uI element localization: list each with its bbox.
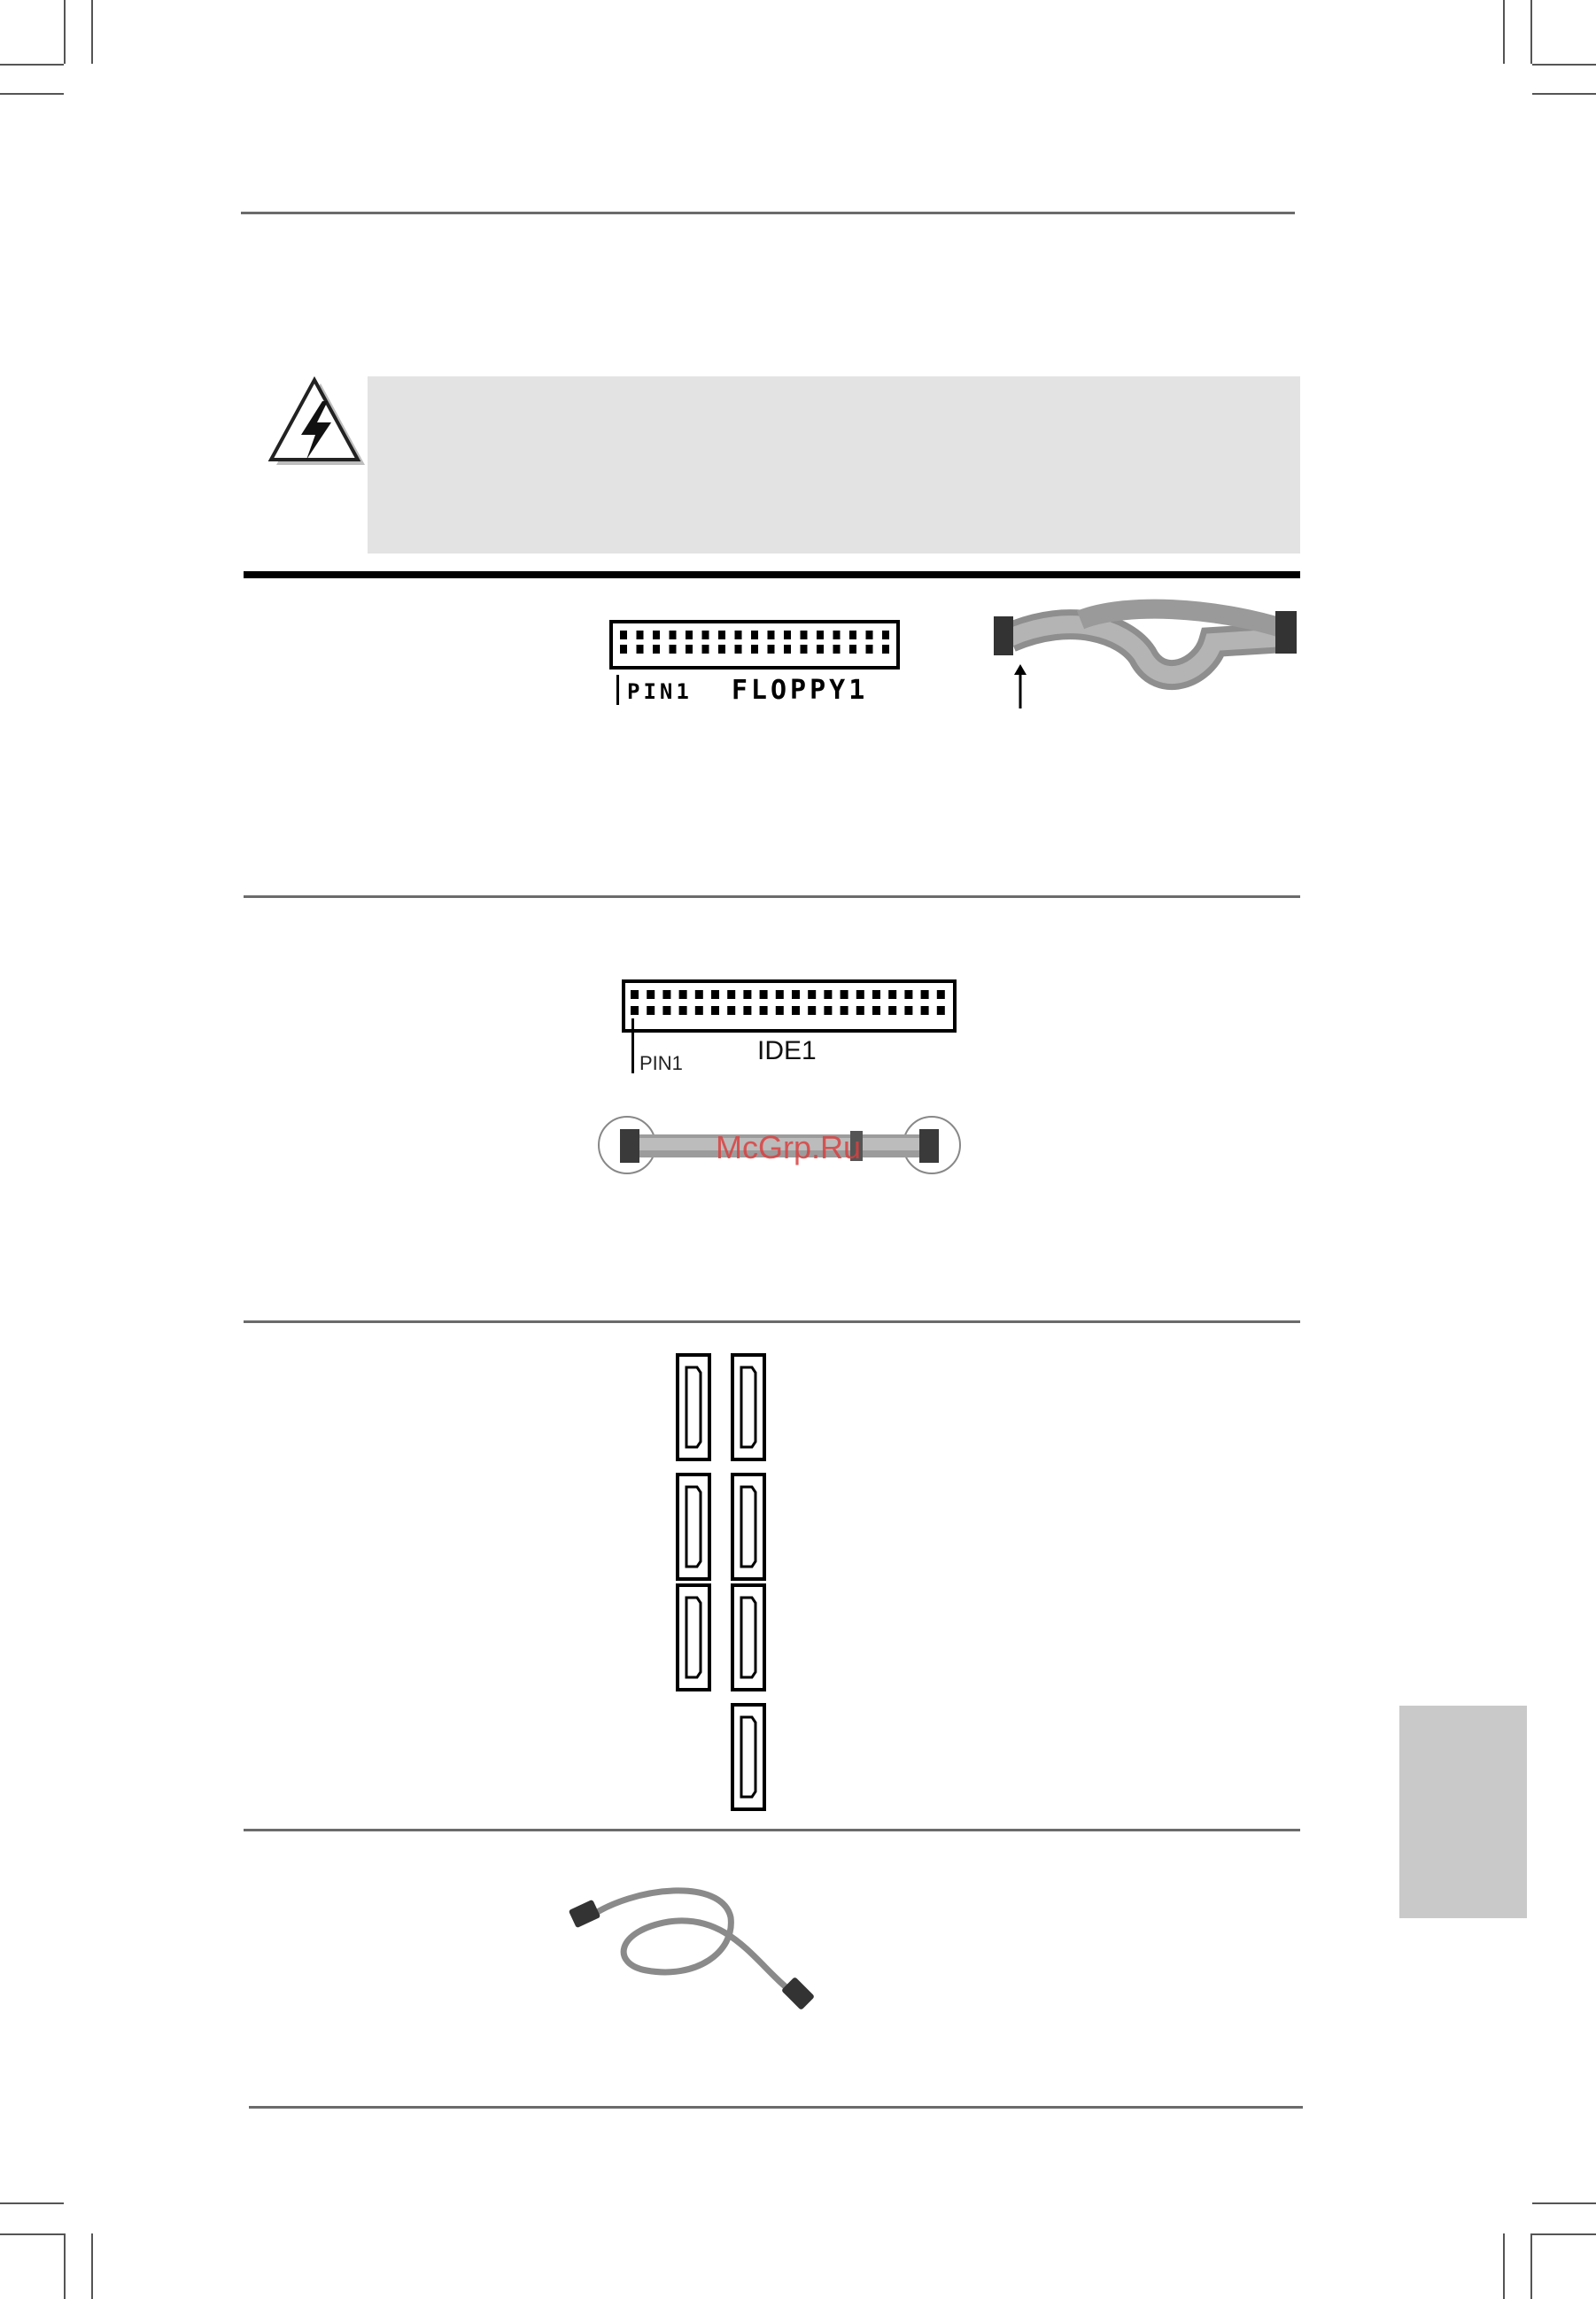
- header-pin: [872, 990, 880, 999]
- header-rule: [241, 212, 1295, 214]
- crop-mark: [1530, 2233, 1532, 2299]
- ide-header-label: IDE1: [757, 1036, 817, 1065]
- header-pin: [679, 1006, 687, 1015]
- header-pin: [921, 990, 929, 999]
- sata-connectors-diagram: [669, 1346, 775, 1815]
- header-pin: [653, 631, 660, 639]
- header-pin: [792, 1006, 800, 1015]
- header-pin: [833, 645, 841, 654]
- sata-port: [732, 1585, 764, 1690]
- header-pin: [670, 645, 677, 654]
- crop-mark: [1503, 2233, 1505, 2299]
- header-pin: [727, 990, 735, 999]
- crop-mark: [1532, 2202, 1596, 2204]
- floppy-connector-name: FLOPPY1: [731, 675, 869, 706]
- header-pin: [921, 1006, 929, 1015]
- header-pin: [856, 990, 864, 999]
- header-pin: [888, 1006, 896, 1015]
- header-pin: [801, 645, 808, 654]
- header-pin: [904, 990, 912, 999]
- footer-rule: [249, 2106, 1303, 2109]
- header-pin: [937, 990, 945, 999]
- header-pin: [679, 990, 687, 999]
- sata-port: [732, 1475, 764, 1579]
- header-pin: [702, 645, 709, 654]
- header-pin: [776, 990, 784, 999]
- header-pin: [631, 1006, 639, 1015]
- header-pin: [808, 990, 816, 999]
- header-pin: [647, 990, 655, 999]
- header-pin: [784, 645, 791, 654]
- section-rule: [244, 1829, 1300, 1831]
- sata-port: [732, 1705, 764, 1809]
- header-pin: [637, 631, 644, 639]
- section-side-tab: [1399, 1706, 1527, 1918]
- header-pin: [849, 645, 856, 654]
- floppy-pin1-marker: [616, 675, 619, 705]
- header-pin: [718, 631, 725, 639]
- crop-mark: [1503, 0, 1505, 64]
- header-pin: [702, 631, 709, 639]
- header-pin: [768, 631, 775, 639]
- sata-cable-image: [562, 1869, 828, 2010]
- header-pin: [637, 645, 644, 654]
- header-pin: [662, 990, 670, 999]
- header-pin: [751, 645, 758, 654]
- header-pin: [760, 990, 768, 999]
- floppy-header-diagram: [609, 620, 902, 673]
- header-pin: [792, 990, 800, 999]
- crop-mark: [0, 2202, 64, 2204]
- crop-mark: [0, 93, 64, 95]
- ide-header-diagram: [622, 979, 958, 1034]
- crop-mark: [1532, 2233, 1596, 2235]
- header-pin: [784, 631, 791, 639]
- header-pin: [841, 1006, 848, 1015]
- header-pin: [711, 1006, 719, 1015]
- section-rule: [244, 895, 1300, 898]
- crop-mark: [1532, 64, 1596, 66]
- header-pin: [866, 631, 873, 639]
- header-pin: [776, 1006, 784, 1015]
- crop-mark: [0, 64, 64, 66]
- crop-mark: [91, 2233, 93, 2299]
- floppy-ribbon-cable-image: [992, 602, 1302, 708]
- header-pin: [824, 990, 832, 999]
- header-pin: [817, 645, 824, 654]
- sata-port: [678, 1585, 709, 1690]
- crop-mark: [64, 2233, 66, 2299]
- header-pin: [801, 631, 808, 639]
- header-pin: [866, 645, 873, 654]
- crop-mark: [0, 2233, 64, 2235]
- header-pin: [856, 1006, 864, 1015]
- header-pin: [882, 631, 889, 639]
- header-pin: [711, 990, 719, 999]
- header-pin: [743, 1006, 751, 1015]
- header-pin: [888, 990, 896, 999]
- crop-mark: [64, 0, 66, 64]
- ide-pin1-label: PIN1: [639, 1052, 683, 1074]
- crop-mark: [91, 0, 93, 64]
- header-pin: [653, 645, 660, 654]
- header-pin: [662, 1006, 670, 1015]
- header-pin: [817, 631, 824, 639]
- header-pin: [631, 990, 639, 999]
- warning-triangle-icon: [266, 376, 368, 476]
- header-pin: [849, 631, 856, 639]
- header-pin: [833, 631, 841, 639]
- header-pin: [824, 1006, 832, 1015]
- crop-mark: [1530, 0, 1532, 64]
- watermark: McGrp.Ru: [716, 1129, 862, 1165]
- header-pin: [647, 1006, 655, 1015]
- header-pin: [727, 1006, 735, 1015]
- sata-port: [678, 1355, 709, 1459]
- header-pin: [760, 1006, 768, 1015]
- header-pin: [904, 1006, 912, 1015]
- header-pin: [620, 631, 627, 639]
- header-pin: [743, 990, 751, 999]
- warning-note-box: [368, 376, 1300, 553]
- header-pin: [686, 631, 693, 639]
- header-pin: [718, 645, 725, 654]
- header-pin: [735, 631, 742, 639]
- header-pin: [686, 645, 693, 654]
- header-pin: [620, 645, 627, 654]
- floppy-pin-label: PIN1: [627, 679, 693, 704]
- header-pin: [768, 645, 775, 654]
- header-pin: [695, 990, 703, 999]
- sata-port: [732, 1355, 764, 1459]
- sata-port: [678, 1475, 709, 1579]
- header-pin: [872, 1006, 880, 1015]
- crop-mark: [1532, 93, 1596, 95]
- floppy-header-label: [627, 675, 868, 706]
- section-rule: [244, 1320, 1300, 1323]
- header-pin: [751, 631, 758, 639]
- arrow-up-icon: [1010, 664, 1031, 710]
- header-pin: [735, 645, 742, 654]
- header-pin: [670, 631, 677, 639]
- header-pin: [882, 645, 889, 654]
- header-pin: [937, 1006, 945, 1015]
- section-rule-thick: [244, 571, 1300, 578]
- header-pin: [695, 1006, 703, 1015]
- header-pin: [841, 990, 848, 999]
- ide-pin1-marker: [631, 1018, 634, 1073]
- header-pin: [808, 1006, 816, 1015]
